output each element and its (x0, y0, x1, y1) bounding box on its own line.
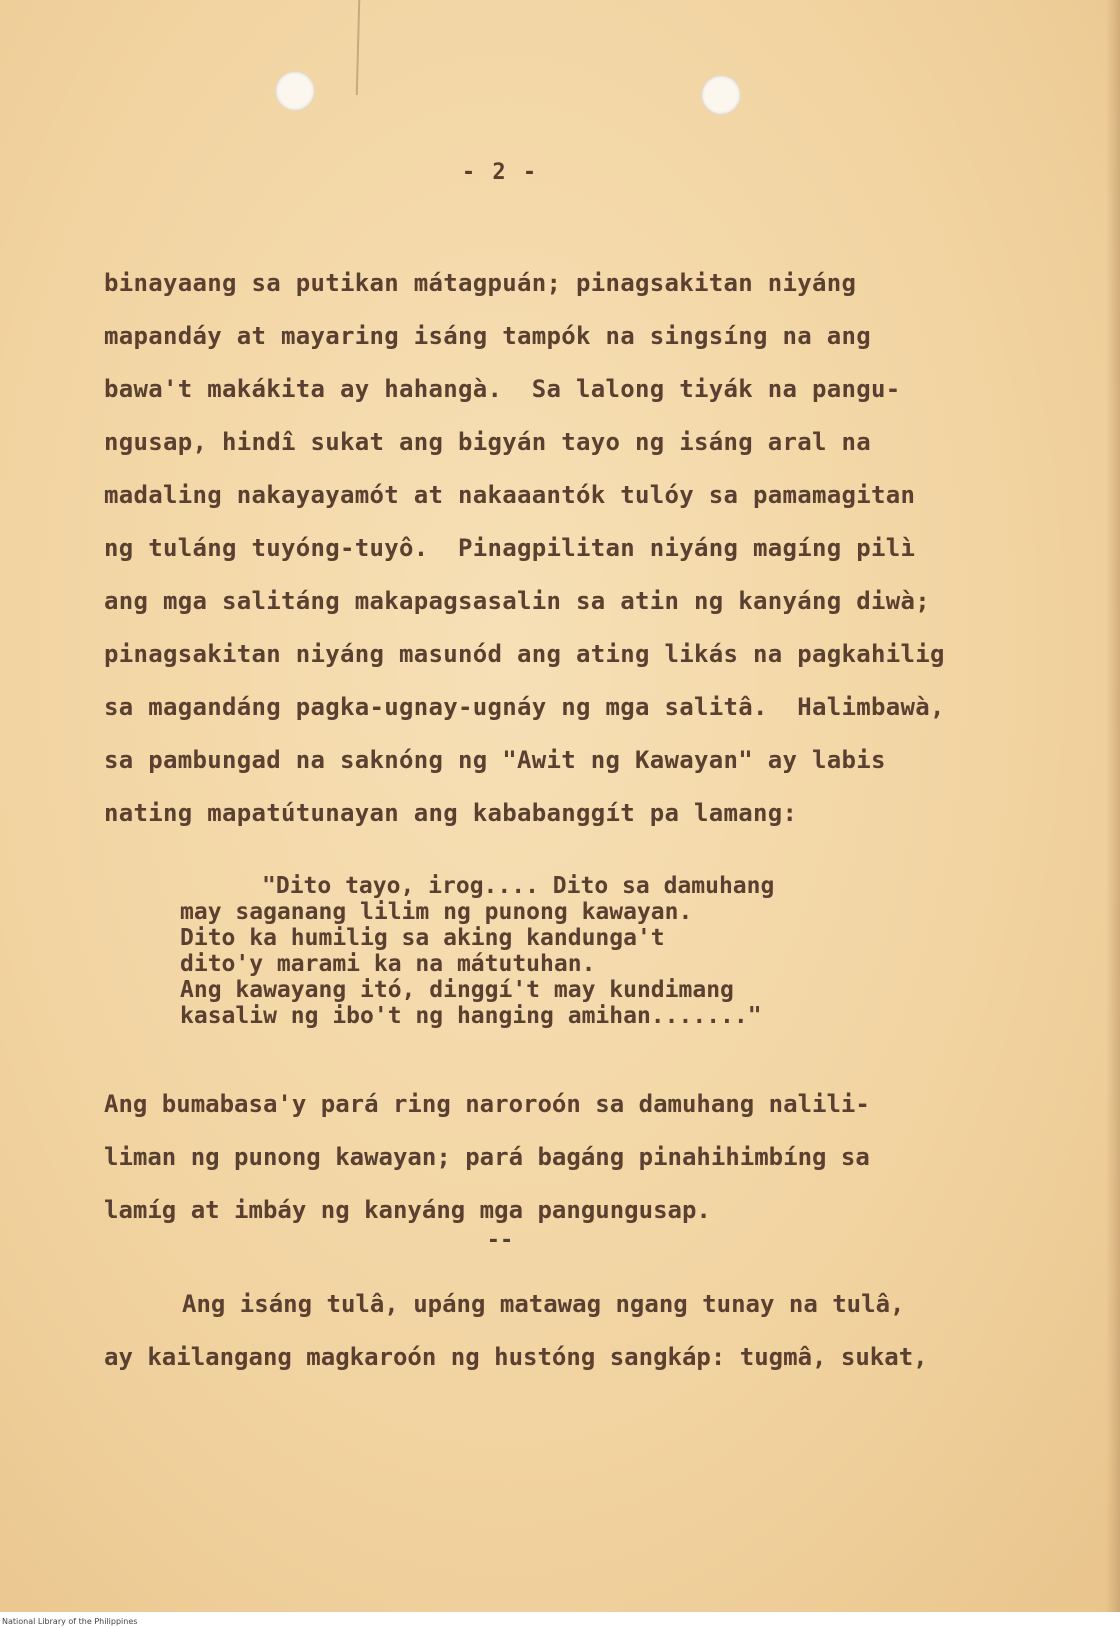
verse-line: Dito ka humilig sa aking kandunga't (180, 925, 665, 951)
scan-footer (0, 1612, 1120, 1628)
verse-line: dito'y marami ka na mátutuhan. (180, 951, 596, 977)
text-line: ang mga salitáng makapagsasalin sa atin ng kanyáng diwà; (104, 587, 930, 615)
page-number: - 2 - (461, 160, 539, 185)
verse-line: may saganang lilim ng punong kawayan. (180, 899, 693, 925)
text-line: ng tuláng tuyóng-tuyô. Pinagpilitan niyáng magíng pilì (104, 534, 916, 562)
text-line: bawa't makákita ay hahangà. Sa lalong tiyák na pangu- (104, 375, 901, 403)
text-line: liman ng punong kawayan; pará bagáng pinahihimbíng sa (104, 1143, 870, 1171)
verse-quote (180, 873, 940, 1029)
verse-line: "Dito tayo, irog.... Dito sa damuhang (262, 873, 775, 899)
archive-credit: National Library of the Philippines (2, 1617, 138, 1626)
text-line: lamíg at imbáy ng kanyáng mga pangungusap. (104, 1196, 711, 1224)
paper-crease (356, 0, 360, 95)
text-line: nating mapatútunayan ang kababanggít pa lamang: (104, 799, 798, 827)
paragraph-1 (104, 257, 1004, 840)
text-line: binayaang sa putikan mátagpuán; pinagsakitan niyáng (104, 269, 857, 297)
text-line: pinagsakitan niyáng masunód ang ating likás na pagkahilig (104, 640, 945, 668)
verse-line: kasaliw ng ibo't ng hanging amihan......." (180, 1003, 762, 1029)
text-line: ngusap, hindî sukat ang bigyán tayo ng isáng aral na (104, 428, 871, 456)
page-edge-shadow (1106, 0, 1120, 1612)
text-line: ay kailangang magkaroón ng hustóng sangkáp: tugmâ, sukat, (104, 1343, 928, 1371)
text-line: mapandáy at mayaring isáng tampók na singsíng na ang (104, 322, 871, 350)
verse-line: Ang kawayang itó, dinggí't may kundimang (180, 977, 734, 1003)
paragraph-2 (104, 1078, 1004, 1237)
punch-hole-left (275, 71, 315, 111)
text-line: Ang bumabasa'y pará ring naroroón sa damuhang nalili- (104, 1090, 870, 1118)
text-line: madaling nakayayamót at nakaaantók tulóy sa pamamagitan (104, 481, 916, 509)
text-line: Ang isáng tulâ, upáng matawag ngang tunay na tulâ, (182, 1290, 905, 1318)
punch-hole-right (701, 75, 741, 115)
text-line: sa magandáng pagka-ugnay-ugnáy ng mga salitâ. Halimbawà, (104, 693, 945, 721)
text-line: sa pambungad na saknóng ng "Awit ng Kawayan" ay labis (104, 746, 886, 774)
paragraph-3 (104, 1278, 1004, 1384)
section-separator: -- (486, 1228, 514, 1253)
